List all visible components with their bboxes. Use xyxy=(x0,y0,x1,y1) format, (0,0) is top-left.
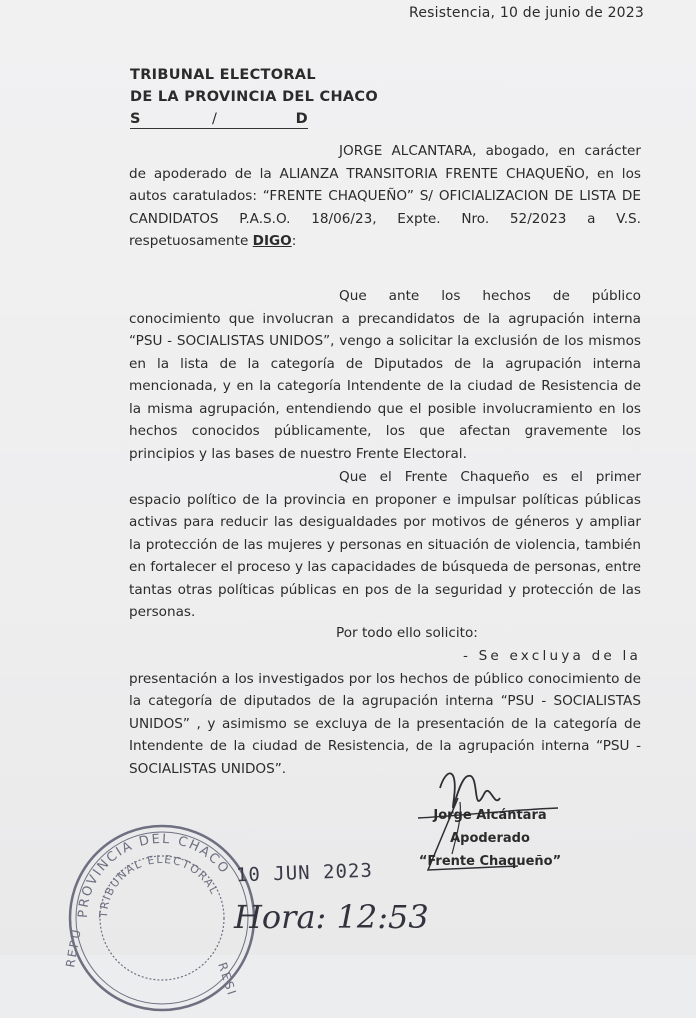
sd-slash: / xyxy=(212,111,218,127)
paragraph-2-text: Que el Frente Chaqueño es el primer espacio político de la provincia en proponer e impulsar políticas públicas activas para reducir las desigualdades por motivos de géneros y ampliar la protección de las mujeres y personas en situación de violencia, también en fortalecer el proceso y las capacidades de búsqueda de personas, entre tantas otras políticas públicas en pos de la seguridad y protección de las personas. xyxy=(129,469,641,620)
intro-text: JORGE ALCANTARA, abogado, en carácter de apoderado de la ALIANZA TRANSITORIA FRENTE CHAQUEÑO, en los autos caratulados: “FRENTE CHAQUEÑO” S/ OFICIALIZACION DE LISTA DE CANDIDATOS P.A.S.O. 18/06/23, Expte. Nro. 52/2023 a V.S. respetuosamente xyxy=(129,143,641,249)
received-date-stamp: 10 JUN 2023 xyxy=(235,859,374,887)
paragraph-1-text: Que ante los hechos de público conocimiento que involucran a precandidatos de la agrupación interna “PSU - SOCIALISTAS UNIDOS”, vengo a solicitar la exclusión de los mismos en la lista de la categoría de Diputados de la agrupación interna mencionada, y en la categoría Intendente de la ciudad de Resistencia de la misma agrupación, entendiendo que el posible involucramiento en los hechos conocidos públicamente, los que afectan gravemente los principios y las bases de nuestro Frente Electoral. xyxy=(129,288,641,462)
paragraph-2 xyxy=(129,466,641,624)
sd-d: D xyxy=(295,111,308,127)
handwritten-time xyxy=(230,884,460,944)
intro-paragraph xyxy=(129,140,641,253)
seal-text-inner: TRIBUNAL ELECTORAL xyxy=(96,852,222,919)
signer-org: “Frente Chaqueño” xyxy=(418,854,562,869)
signature-block xyxy=(405,804,575,873)
signer-role: Apoderado xyxy=(450,831,530,846)
addressee-line-2: DE LA PROVINCIA DEL CHACO xyxy=(130,89,378,105)
addressee-block xyxy=(130,64,378,129)
sd-s: S xyxy=(130,111,141,127)
solicito-text: Por todo ello solicito: xyxy=(336,625,478,641)
sd-line xyxy=(130,108,308,129)
handwritten-time-text: Hora: 12:53 xyxy=(234,898,429,936)
digo-colon: : xyxy=(291,233,297,249)
digo-word: DIGO xyxy=(252,233,292,249)
paragraph-1 xyxy=(129,285,641,465)
signer-name: Jorge Alcántara xyxy=(433,808,547,823)
seal-text-top: PROVINCIA DEL CHACO xyxy=(75,831,233,919)
seal-text-right: RESI xyxy=(215,960,240,999)
seal-text-left: REPU xyxy=(63,926,84,969)
addressee-line-1: TRIBUNAL ELECTORAL xyxy=(130,67,316,83)
document-date: Resistencia, 10 de junio de 2023 xyxy=(409,5,644,21)
request-text: presentación a los investigados por los hechos de público conocimiento de la categoría de diputados de la agrupación interna “PSU - SOCIALISTAS UNIDOS” , y asimismo se excluya de la presentación de la categoría de Intendente de la ciudad de Resistencia, de la agrupación interna “PSU - SOCIALISTAS UNIDOS”. xyxy=(129,670,641,777)
solicito-line xyxy=(129,622,641,645)
request-lead: - Se excluya de la xyxy=(462,648,641,664)
